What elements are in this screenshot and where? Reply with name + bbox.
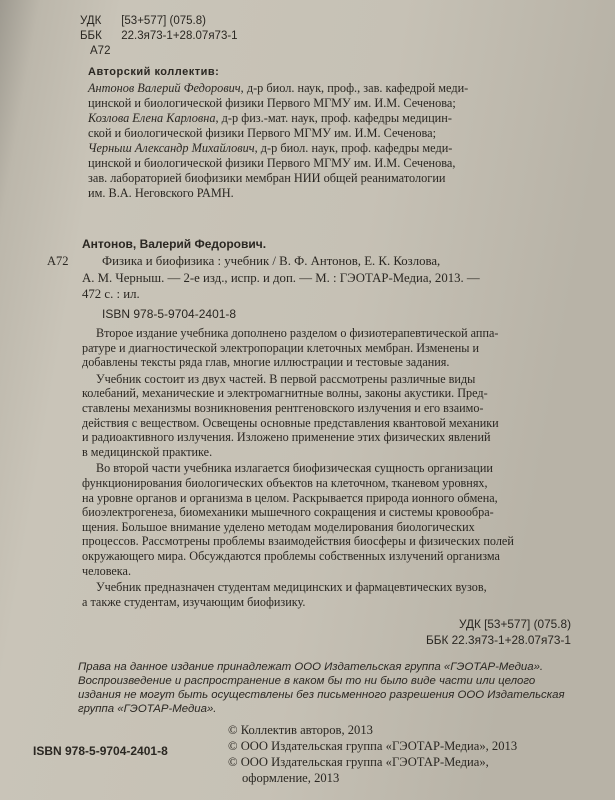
abstract-line: окружающего мира. Обсуждаются проблемы собственных излучений организма — [82, 548, 500, 563]
abstract-line: Второе издание учебника дополнено разделом о физиотерапевтической аппа- — [96, 326, 499, 340]
abstract-line: колебаний, механические и электромагнитные волны, законы акустики. Пред- — [82, 386, 488, 401]
copyright-line: оформление, 2013 — [242, 771, 340, 785]
udk-bottom-block — [426, 617, 571, 648]
abstract-line: в медицинской практике. — [82, 444, 213, 459]
catalog-head: Антонов, Валерий Федорович. — [82, 237, 267, 251]
udk-top-block — [80, 14, 238, 59]
author-line: цинской и биологической физики Первого МГМУ им. И.М. Сеченова, — [88, 156, 456, 170]
copyright-line: © Коллектив авторов, 2013 — [228, 723, 373, 737]
rights-notice — [78, 660, 608, 716]
abstract-line: биоэлектрогенеза, биомеханики мышечного сокращения и системы кровообра- — [82, 505, 494, 520]
udk-label: УДК — [80, 15, 102, 27]
catalog-entry — [82, 236, 607, 321]
catalog-isbn: ISBN 978-5-9704-2401-8 — [102, 306, 237, 321]
author-line: цинской и биологической физики Первого МГМУ им. И.М. Сеченова; — [88, 96, 456, 110]
abstract-block — [82, 326, 607, 609]
rights-line: издания не могут быть осуществлены без письменного разрешения ООО Издательская — [78, 689, 565, 701]
authors-title: Авторский коллектив: — [88, 66, 220, 78]
abstract-line: ратуре и диагностической электропорации клеточных мембран. Изменены и — [82, 340, 480, 355]
abstract-line: ставлены механизмы возникновения рентгеновского излучения и его взаимо- — [82, 400, 484, 415]
catalog-line: 472 с. : ил. — [82, 287, 140, 301]
copyright-block — [228, 722, 517, 786]
abstract-line: человека. — [82, 563, 131, 578]
author-line: им. В.А. Неговского РАМН. — [88, 186, 234, 200]
author-line: Антонов Валерий Федорович, д-р биол. наук, проф., зав. кафедрой меди- — [88, 81, 469, 95]
abstract-line: процессов. Рассмотрены проблемы взаимодействия биосферы и физических полей — [82, 534, 514, 549]
catalog-line: Физика и биофизика : учебник / В. Ф. Антонов, Е. К. Козлова, — [102, 254, 441, 268]
author-line: Козлова Елена Карловна, д-р физ.-мат. наук, проф. кафедры медицин- — [88, 111, 452, 125]
abstract-line: на уровне органов и организма в целом. Раскрывается природа ионного обмена, — [82, 490, 498, 505]
abstract-line: и радиоактивного излучения. Изложено применение этих физических явлений — [82, 430, 491, 445]
bbk-value: 22.3я73-1+28.07я73-1 — [121, 30, 238, 42]
author-line: зав. лабораторией биофизики мембран НИИ общей реаниматологии — [88, 171, 446, 185]
abstract-line: Учебник состоит из двух частей. В первой рассмотрены различные виды — [96, 371, 476, 386]
copyright-line: © ООО Издательская группа «ГЭОТАР-Медиа», 2013 — [228, 739, 518, 753]
udk-top-row — [80, 14, 238, 29]
copyright-line: © ООО Издательская группа «ГЭОТАР-Медиа», — [228, 755, 489, 769]
author-line: ской и биологической физики Первого МГМУ им. И.М. Сеченова; — [88, 126, 437, 140]
isbn-bottom: ISBN 978-5-9704-2401-8 — [33, 744, 168, 758]
abstract-line: действия с веществом. Освещены основные представления квантовой механики — [82, 415, 499, 430]
udk-value: [53+577] (075.8) — [121, 15, 206, 27]
authors-block — [88, 66, 603, 201]
bbk-top-row — [80, 29, 238, 44]
catalog-line: А. М. Черныш. — 2-е изд., испр. и доп. — М. : ГЭОТАР-Медиа, 2013. — — [82, 270, 480, 285]
rights-line: группа «ГЭОТАР-Медиа». — [78, 703, 217, 715]
catalog-author-code: А72 — [47, 254, 69, 268]
abstract-line: добавлены тексты ряда глав, многие иллюстрации и тестовые задания. — [82, 355, 450, 370]
bbk-label: ББК — [80, 30, 102, 42]
abstract-line: Во второй части учебника излагается биофизическая сущность организации — [96, 461, 493, 476]
udk-bottom: УДК [53+577] (075.8) — [458, 617, 571, 631]
rights-line: Воспроизведение и распространение в каком бы то ни было виде части или целого — [78, 675, 536, 687]
abstract-line: щения. Большое внимание уделено методам моделирования биологических — [82, 519, 475, 534]
bbk-bottom: ББК 22.3я73-1+28.07я73-1 — [425, 632, 571, 647]
author-code-top: А72 — [90, 45, 111, 57]
abstract-line: Учебник предназначен студентам медицинских и фармацевтических вузов, — [96, 580, 487, 595]
abstract-line: функционирования биологических объектов на клеточном, тканевом уровнях, — [82, 475, 488, 490]
author-line: Черныш Александр Михайлович, д-р биол. наук, проф. кафедры меди- — [88, 141, 453, 155]
rights-line: Права на данное издание принадлежат ООО Издательская группа «ГЭОТАР-Медиа». — [78, 661, 544, 673]
abstract-line: а также студентам, изучающим биофизику. — [82, 594, 306, 609]
